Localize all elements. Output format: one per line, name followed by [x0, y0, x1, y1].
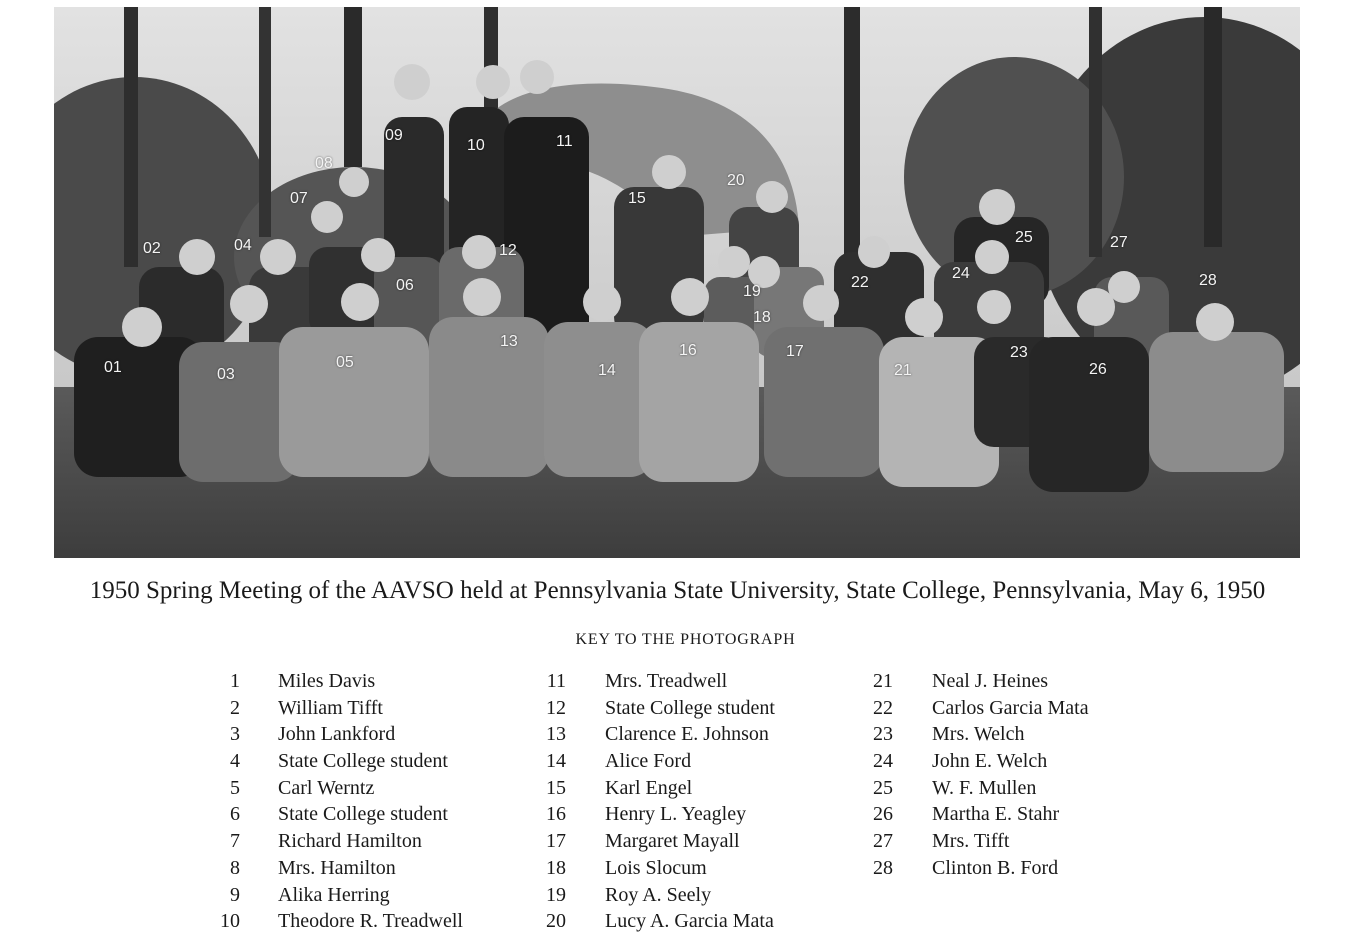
key-number: 20 — [546, 910, 566, 933]
photo-marker-12: 12 — [499, 242, 517, 259]
key-number: 8 — [230, 856, 240, 879]
photo-marker-23: 23 — [1010, 344, 1028, 361]
key-number: 10 — [220, 910, 240, 933]
key-person-name: Carl Werntz — [278, 776, 375, 799]
key-number: 4 — [230, 750, 240, 773]
key-person-name: Theodore R. Treadwell — [278, 910, 463, 933]
key-person-name: Richard Hamilton — [278, 830, 422, 853]
key-number: 12 — [546, 696, 566, 719]
key-number: 25 — [873, 776, 893, 799]
key-number: 28 — [873, 856, 893, 879]
key-person-name: Alice Ford — [605, 750, 692, 773]
photo-marker-06: 06 — [396, 277, 414, 294]
photo-marker-02: 02 — [143, 240, 161, 257]
photo-marker-28: 28 — [1199, 272, 1217, 289]
key-number: 26 — [873, 803, 893, 826]
photo-marker-13: 13 — [500, 333, 518, 350]
key-person-name: Carlos Garcia Mata — [932, 696, 1089, 719]
photo-marker-25: 25 — [1015, 229, 1033, 246]
key-number: 22 — [873, 696, 893, 719]
photo-marker-07: 07 — [290, 190, 308, 207]
key-person-name: Lois Slocum — [605, 856, 707, 879]
photo-marker-22: 22 — [851, 274, 869, 291]
photo-marker-15: 15 — [628, 190, 646, 207]
key-person-name: Mrs. Welch — [932, 723, 1025, 746]
photo-marker-10: 10 — [467, 137, 485, 154]
key-number: 3 — [230, 723, 240, 746]
photo-marker-18: 18 — [753, 309, 771, 326]
key-number: 2 — [230, 696, 240, 719]
key-number: 15 — [546, 776, 566, 799]
photo-marker-05: 05 — [336, 354, 354, 371]
key-number: 18 — [546, 856, 566, 879]
key-number: 27 — [873, 830, 893, 853]
key-person-name: Alika Herring — [278, 883, 390, 906]
key-number: 19 — [546, 883, 566, 906]
photo-marker-21: 21 — [894, 362, 912, 379]
key-person-name: Mrs. Tifft — [932, 830, 1010, 853]
key-number: 23 — [873, 723, 893, 746]
key-number: 14 — [546, 750, 566, 773]
key-person-name: Margaret Mayall — [605, 830, 740, 853]
key-person-name: Karl Engel — [605, 776, 693, 799]
key-number: 24 — [873, 750, 893, 773]
key-number: 5 — [230, 776, 240, 799]
key-number: 17 — [546, 830, 566, 853]
photo-marker-09: 09 — [385, 127, 403, 144]
group-photograph — [54, 7, 1300, 558]
photo-scene — [54, 7, 1300, 558]
key-number: 21 — [873, 670, 893, 692]
key-number: 1 — [230, 670, 240, 692]
key-number: 16 — [546, 803, 566, 826]
key-person-name: John E. Welch — [932, 750, 1048, 773]
photo-marker-08: 08 — [315, 155, 333, 172]
key-person-name: Henry L. Yeagley — [605, 803, 747, 826]
photo-marker-04: 04 — [234, 237, 252, 254]
photo-marker-20: 20 — [727, 172, 745, 189]
key-person-name: W. F. Mullen — [932, 776, 1037, 799]
key-person-name: Martha E. Stahr — [932, 803, 1060, 826]
key-person-name: Clinton B. Ford — [932, 856, 1059, 879]
key-person-name: Mrs. Treadwell — [605, 670, 728, 692]
photo-marker-01: 01 — [104, 359, 122, 376]
key-person-name: John Lankford — [278, 723, 396, 746]
key-number: 7 — [230, 830, 240, 853]
photo-marker-11: 11 — [556, 133, 573, 150]
photo-caption: 1950 Spring Meeting of the AAVSO held at Pennsylvania State University, State College, Pennsylvania, May 6, 1950 — [89, 577, 1266, 604]
photo-marker-26: 26 — [1089, 361, 1107, 378]
key-person-name: Neal J. Heines — [932, 670, 1049, 692]
photo-marker-16: 16 — [679, 342, 697, 359]
key-person-name: Lucy A. Garcia Mata — [605, 910, 774, 933]
photo-marker-24: 24 — [952, 265, 970, 282]
photo-marker-03: 03 — [217, 366, 235, 383]
key-person-name: State College student — [605, 696, 775, 719]
photo-marker-27: 27 — [1110, 234, 1128, 251]
key-title: KEY TO THE PHOTOGRAPH — [575, 631, 796, 648]
key-person-name: Roy A. Seely — [605, 883, 712, 906]
key-number: 9 — [230, 883, 240, 906]
key-number: 13 — [546, 723, 566, 746]
key-person-name: Mrs. Hamilton — [278, 856, 396, 879]
photo-marker-19: 19 — [743, 283, 761, 300]
key-number: 11 — [546, 670, 566, 692]
key-person-name: Miles Davis — [278, 670, 376, 692]
photo-marker-14: 14 — [598, 362, 616, 379]
key-number: 6 — [230, 803, 240, 826]
key-person-name: State College student — [278, 803, 448, 826]
key-person-name: State College student — [278, 750, 448, 773]
photo-marker-17: 17 — [786, 343, 804, 360]
key-person-name: Clarence E. Johnson — [605, 723, 769, 746]
key-person-name: William Tifft — [278, 696, 383, 719]
